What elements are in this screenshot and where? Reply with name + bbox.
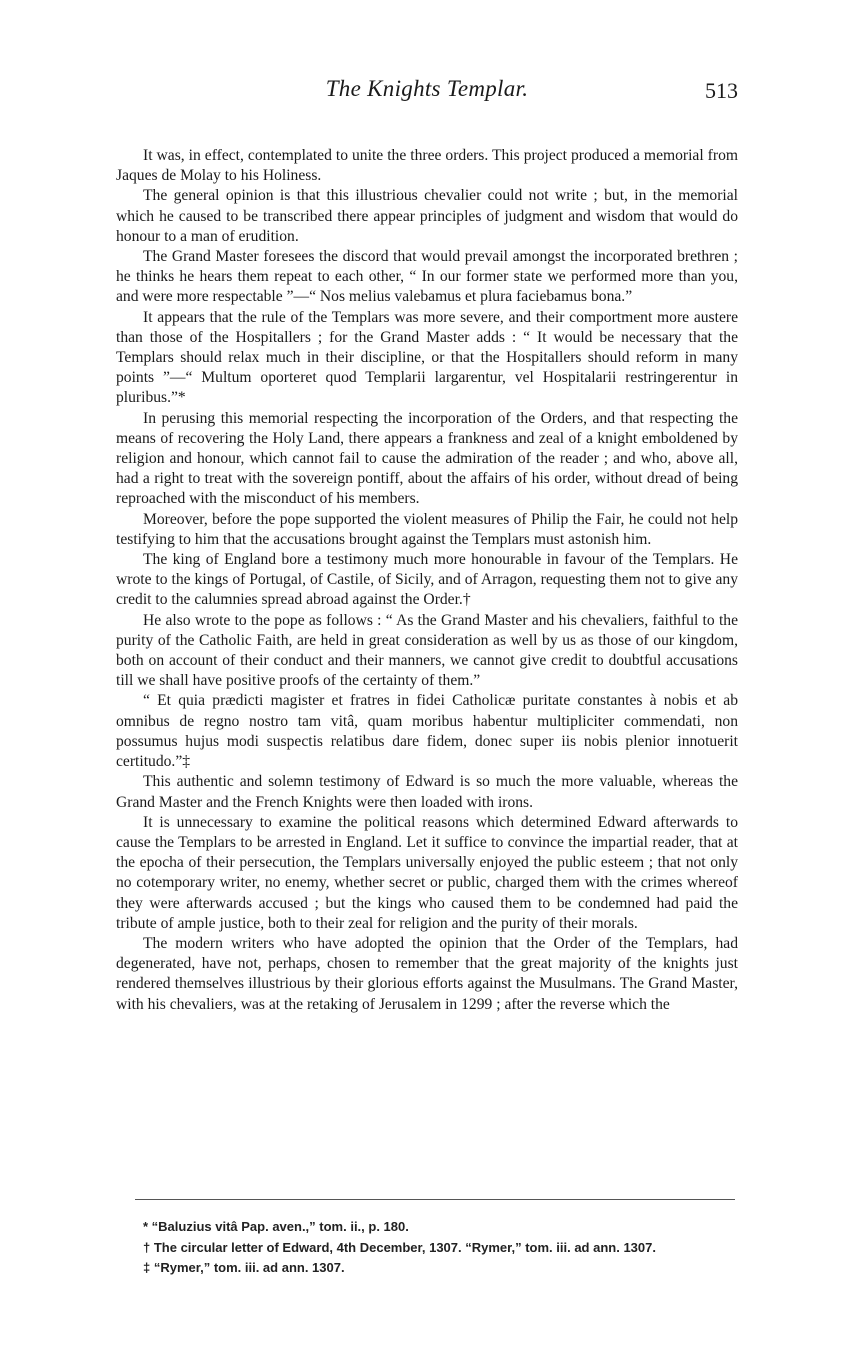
paragraph: The king of England bore a testimony much more honourable in favour of the Templars. He wrote to the kings of Portugal, of Castile, of Sicily, and of Arragon, requesting them not to give any credit to the calumnies spread abroad against the Order.† — [116, 551, 738, 609]
paragraph: It is unnecessary to examine the political reasons which determined Edward afterwards to cause the Templars to be arrested in England. Let it suffice to convince the impartial reader, that at the epocha of their persecution, the Templars universally enjoyed the public esteem ; that not only no cotemporary writer, no enemy, whether secret or public, charged them with the crimes whereof they were afterwards accused ; but the kings who caused them to be condemned had paid the tribute of ample justice, both to their zeal for religion and the purity of their morals. — [116, 813, 738, 932]
page-header — [116, 76, 738, 112]
footnotes — [143, 1217, 743, 1279]
footnote-divider — [135, 1199, 735, 1200]
paragraph: This authentic and solemn testimony of Edward is so much the more valuable, whereas the Grand Master and the French Knights were then loaded with irons. — [116, 773, 738, 811]
footnote: † The circular letter of Edward, 4th December, 1307. “Rymer,” tom. iii. ad ann. 1307. — [143, 1239, 656, 1255]
paragraph: “ Et quia prædicti magister et fratres in fidei Catholicæ puritate constantes à nobis et ab omnibus de regno nostro tam vitâ, quam moribus habentur multipliciter commendati, non possumus hujus modi suspectis relatibus dare fidem, donec super iis nobis plenior innotuerit certitudo.”‡ — [116, 692, 738, 771]
body-text — [116, 146, 738, 1015]
paragraph: He also wrote to the pope as follows : “ As the Grand Master and his chevaliers, faithful to the purity of the Catholic Faith, are held in great consideration as well by us as those of our kingdom, both on account of their conduct and their manners, we cannot give credit to doubtful accusations till we shall have positive proofs of the certainty of them.” — [116, 611, 738, 690]
paragraph: Moreover, before the pope supported the violent measures of Philip the Fair, he could not help testifying to him that the accusations brought against the Templars must astonish him. — [116, 510, 738, 548]
paragraph: It was, in effect, contemplated to unite the three orders. This project produced a memorial from Jaques de Molay to his Holiness. — [116, 147, 738, 185]
footnote: ‡ “Rymer,” tom. iii. ad ann. 1307. — [143, 1260, 345, 1275]
paragraph: The Grand Master foresees the discord that would prevail amongst the incorporated brethren ; he thinks he hears them repeat to each other, “ In our former state we performed more than you, and were more respectable ”—“ Nos melius valebamus et plura faciebamus bona.” — [116, 248, 738, 306]
running-title: The Knights Templar. — [325, 76, 529, 101]
paragraph: It appears that the rule of the Templars was more severe, and their comportment more austere than those of the Hospitallers ; for the Grand Master adds : “ It would be necessary that the Templars should relax much in their discipline, or that the Hospitallers should reform in many points ”—“ Multum oporteret quod Templarii largarentur, vel Hospitalarii restringerentur in pluribus.”* — [116, 308, 738, 407]
paragraph: In perusing this memorial respecting the incorporation of the Orders, and that respecting the means of recovering the Holy Land, there appears a frankness and zeal of a knight emboldened by religion and honour, which cannot fail to cause the admiration of the reader ; and who, above all, had a right to treat with the sovereign pontiff, about the affairs of his order, without dread of being reproached with the misconduct of his members. — [116, 409, 738, 508]
footnote: * “Baluzius vitâ Pap. aven.,” tom. ii., p. 180. — [143, 1219, 409, 1234]
paragraph: The general opinion is that this illustrious chevalier could not write ; but, in the memorial which he caused to be transcribed there appear principles of judgment and wisdom that would do honour to a man of erudition. — [116, 187, 738, 245]
paragraph: The modern writers who have adopted the opinion that the Order of the Templars, had degenerated, have not, perhaps, chosen to remember that the great majority of the knights just rendered themselves illustrious by their glorious efforts against the Musulmans. The Grand Master, with his chevaliers, was at the retaking of Jerusalem in 1299 ; after the reverse which the — [116, 934, 738, 1013]
page-number: 513 — [705, 78, 738, 103]
